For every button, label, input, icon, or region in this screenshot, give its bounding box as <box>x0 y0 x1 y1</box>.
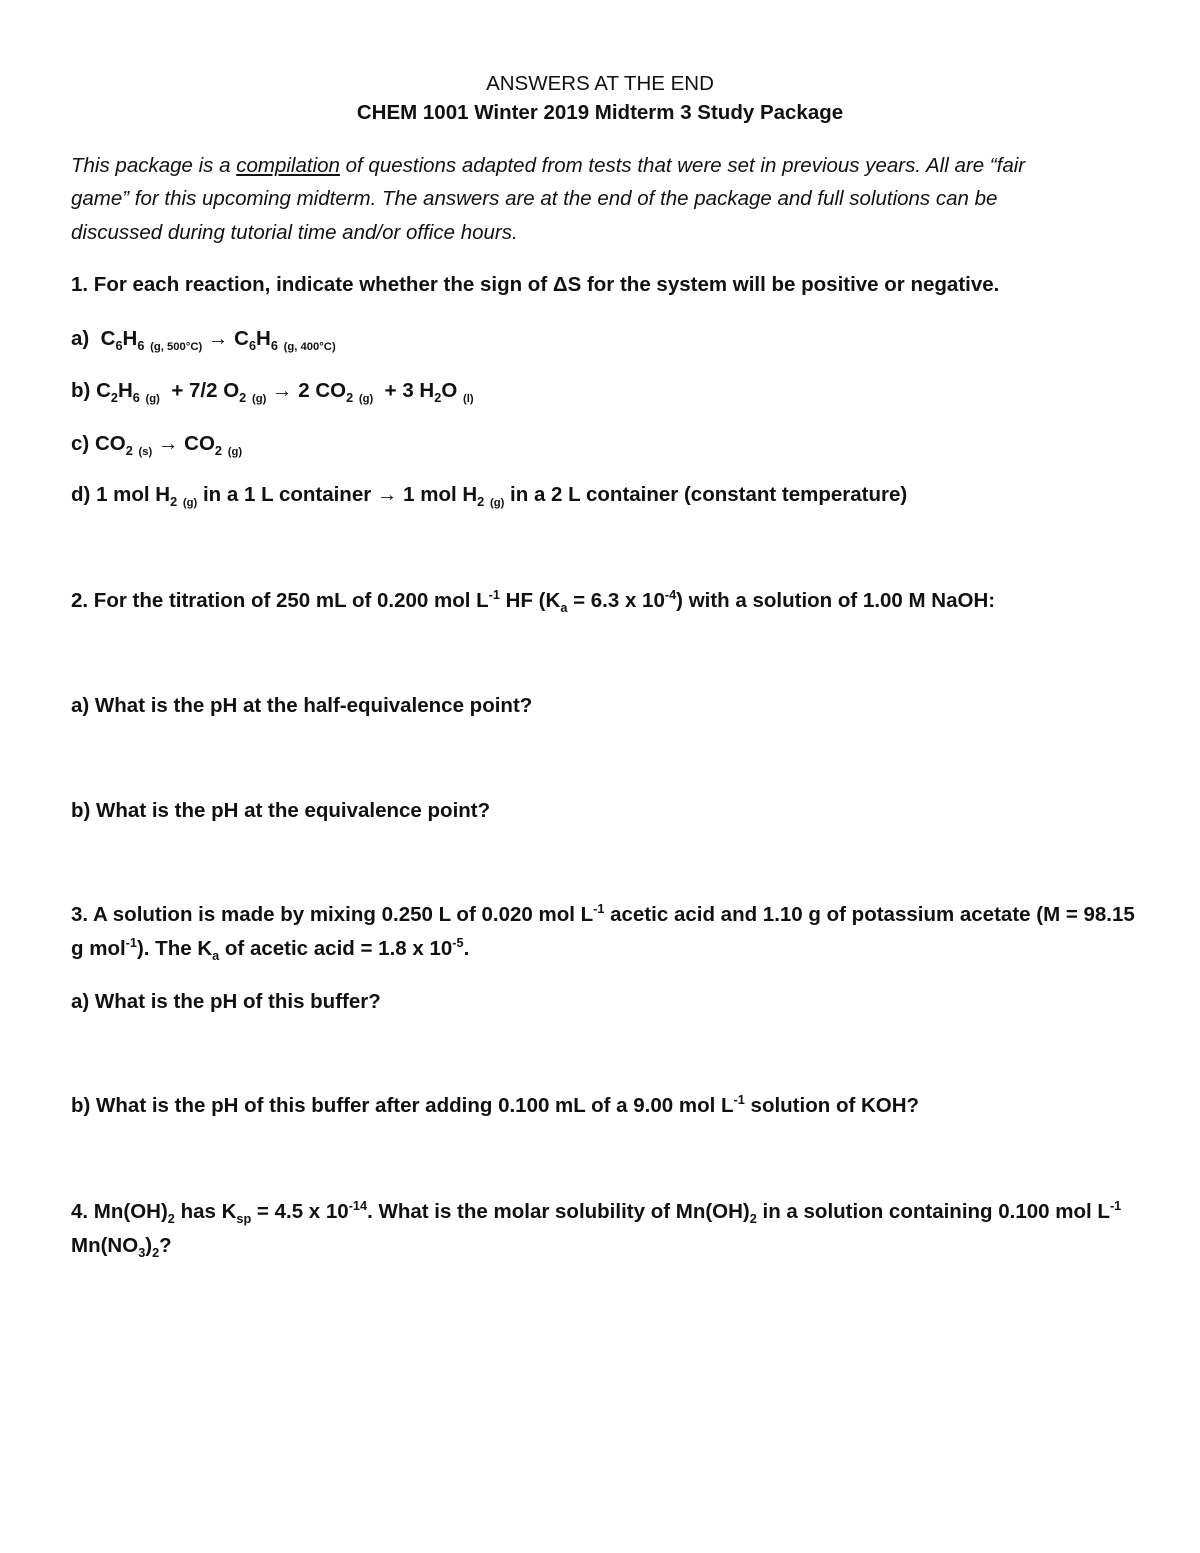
subscript: 6 <box>115 338 123 354</box>
question-2b: b) What is the pH at the equivalence point? <box>71 799 491 822</box>
question-text: solution of KOH? <box>744 1094 920 1117</box>
item-label: d) <box>71 483 91 506</box>
phase: (g) <box>145 393 160 406</box>
phase: (g) <box>182 497 198 510</box>
question-text: . What is the molar solubility of Mn(OH) <box>367 1200 750 1223</box>
phase: (g) <box>227 446 243 459</box>
question-text: 2. For the titration of 250 mL of 0.200 mol L <box>71 589 489 612</box>
question-text: ) <box>145 1234 153 1257</box>
formula-text: 1 mol H <box>403 483 478 506</box>
phase: (g) <box>358 393 374 406</box>
formula-text: + 3 H <box>384 379 435 402</box>
formula-text: CO <box>94 432 126 455</box>
formula-text: C <box>96 379 111 402</box>
subscript: 2 <box>749 1211 757 1227</box>
phase: (g) <box>489 497 505 510</box>
question-text: 3. A solution is made by mixing 0.250 L of 0.020 mol L <box>71 903 594 926</box>
superscript: -4 <box>664 587 677 603</box>
question-text: HF (K <box>499 589 561 612</box>
reaction-arrow: → <box>157 432 179 455</box>
formula-text: in a 2 L container (constant temperature) <box>510 483 908 506</box>
superscript: -14 <box>348 1198 368 1214</box>
subscript: 2 <box>239 390 247 406</box>
question-text: in a solution containing 0.100 mol L <box>756 1200 1110 1223</box>
condition: (g, 500°C) <box>150 341 203 354</box>
subscript: 2 <box>214 443 222 459</box>
subscript: a <box>212 948 220 964</box>
page-title: CHEM 1001 Winter 2019 Midterm 3 Study Package <box>356 101 844 124</box>
formula-text: in a 1 L container <box>202 483 372 506</box>
phase: (g) <box>251 393 267 406</box>
condition: (g, 400°C) <box>283 341 336 354</box>
question-text: = 6.3 x 10 <box>567 589 665 612</box>
subscript: 6 <box>132 390 140 406</box>
question-text: = 4.5 x 10 <box>251 1200 349 1223</box>
question-4-stem-line-1 <box>71 1198 1140 1226</box>
formula-text: 1 mol H <box>96 483 171 506</box>
question-1b <box>71 377 1140 405</box>
subscript: 2 <box>167 1211 175 1227</box>
question-1c <box>71 430 1140 458</box>
question-text: b) What is the pH of this buffer after adding 0.100 mL of a 9.00 mol L <box>71 1094 734 1117</box>
intro-text: This package is a <box>71 154 237 177</box>
superscript: -1 <box>1109 1198 1122 1214</box>
question-3a: a) What is the pH of this buffer? <box>71 990 381 1013</box>
question-text: acetic acid and 1.10 g of potassium acetate (M = 98.15 <box>604 903 1135 926</box>
question-1d <box>71 481 1140 509</box>
question-text: ? <box>159 1234 172 1257</box>
formula-text: 2 CO <box>298 379 347 402</box>
subscript: 6 <box>248 338 257 354</box>
formula-text: C <box>100 327 116 350</box>
question-text: ) with a solution of 1.00 M NaOH: <box>676 589 996 612</box>
question-text: of acetic acid = 1.8 x 10 <box>219 937 453 960</box>
question-3-stem-line-2 <box>71 935 1140 963</box>
question-text: 4. Mn(OH) <box>71 1200 168 1223</box>
question-2a: a) What is the pH at the half-equivalence point? <box>71 694 533 717</box>
question-1-stem: 1. For each reaction, indicate whether the sign of ΔS for the system will be positive or negative. <box>71 273 1000 296</box>
subscript: 2 <box>477 494 485 510</box>
item-label: a) <box>71 327 90 350</box>
phase: (s) <box>138 446 153 459</box>
reaction-arrow: → <box>376 483 398 506</box>
superscript: -1 <box>488 587 500 603</box>
intro-text: of questions adapted from tests that were set in previous years. All are “fair <box>339 154 1026 177</box>
subscript: 2 <box>434 390 442 406</box>
reaction-arrow: → <box>207 327 229 350</box>
question-1a <box>71 325 1140 353</box>
question-4-stem-line-2 <box>71 1232 1140 1260</box>
intro-underlined-word: compilation <box>236 154 340 177</box>
formula-text: H <box>122 327 138 350</box>
question-3b <box>71 1092 1140 1120</box>
subscript: 6 <box>137 338 145 354</box>
subscript: 2 <box>346 390 354 406</box>
question-2-stem <box>71 587 1140 615</box>
formula-text: C <box>234 327 249 350</box>
intro-line-2: game” for this upcoming midterm. The answers are at the end of the package and full solutions can be <box>71 187 998 210</box>
question-text: ). The K <box>136 937 213 960</box>
question-text: . <box>463 937 470 960</box>
intro-line-3: discussed during tutorial time and/or office hours. <box>71 221 518 244</box>
question-text: Mn(NO <box>71 1234 139 1257</box>
superscript: -1 <box>733 1092 745 1108</box>
subscript: 2 <box>152 1245 160 1261</box>
question-text: has K <box>174 1200 237 1223</box>
formula-text: + 7/2 O <box>171 379 240 402</box>
intro-line-1 <box>71 152 1140 180</box>
reaction-arrow: → <box>272 379 293 402</box>
subscript: 2 <box>170 494 178 510</box>
answers-note: ANSWERS AT THE END <box>486 72 714 95</box>
subscript: 2 <box>110 390 118 406</box>
question-text: g mol <box>71 937 126 960</box>
question-3-stem-line-1 <box>71 901 1140 929</box>
superscript: -1 <box>593 901 605 917</box>
item-label: c) <box>71 432 90 455</box>
subscript: sp <box>236 1211 252 1227</box>
formula-text: O <box>441 379 458 402</box>
formula-text: H <box>117 379 133 402</box>
formula-text: H <box>256 327 271 350</box>
superscript: -5 <box>452 935 464 951</box>
phase: (l) <box>462 393 474 406</box>
subscript: 2 <box>125 443 133 459</box>
subscript: 3 <box>138 1245 146 1261</box>
formula-text: CO <box>184 432 215 455</box>
subscript: 6 <box>270 338 278 354</box>
superscript: -1 <box>125 935 137 951</box>
item-label: b) <box>71 379 91 402</box>
subscript: a <box>560 600 568 616</box>
